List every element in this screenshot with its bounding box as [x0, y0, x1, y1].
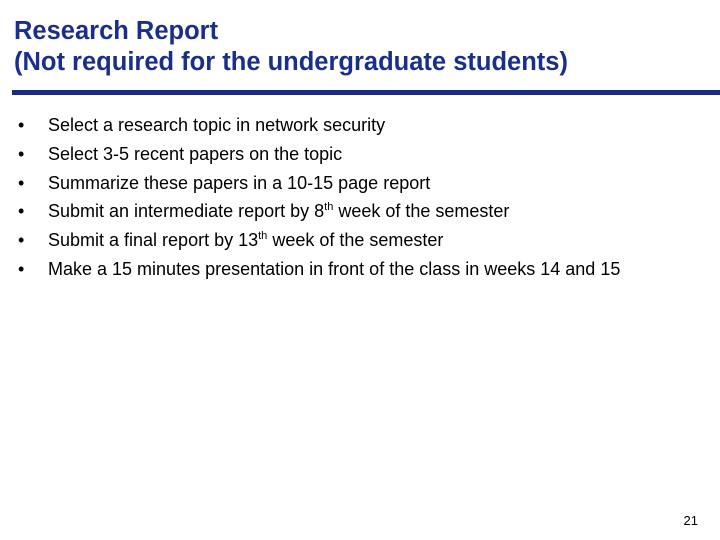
- bullet-text: Summarize these papers in a 10-15 page report: [48, 172, 431, 193]
- bullet-item-final-report: [18, 226, 708, 255]
- bullet-item-summarize: [18, 169, 708, 198]
- title-divider: [12, 90, 720, 95]
- bullet-dot-icon: •: [18, 172, 25, 193]
- bullet-item-papers: [18, 140, 708, 169]
- bullet-dot-icon: •: [18, 143, 25, 164]
- bullet-text-post: week of the semester: [333, 201, 510, 222]
- bullet-item-intermediate-report: [18, 197, 708, 226]
- bullet-text-post: week of the semester: [267, 230, 444, 251]
- bullet-text: Select a research topic in network security: [48, 115, 386, 135]
- bullet-dot-icon: •: [18, 258, 25, 279]
- bullet-text-pre: Submit a final report by 13: [48, 230, 259, 251]
- slide-title-line-2: (Not required for the undergraduate students): [14, 48, 568, 76]
- bullet-dot-icon: •: [18, 201, 25, 222]
- bullet-superscript: th: [258, 230, 268, 243]
- bullet-item-presentation: [18, 255, 708, 284]
- slide-title: [14, 16, 704, 78]
- bullet-superscript: th: [324, 201, 334, 214]
- page-number: 21: [683, 513, 698, 528]
- bullet-dot-icon: •: [18, 230, 25, 251]
- slide-title-line-1: Research Report: [14, 17, 219, 45]
- bullet-text: Make a 15 minutes presentation in front of the class in weeks 14 and 15: [48, 258, 621, 279]
- bullet-text-pre: Submit an intermediate report by 8: [48, 201, 325, 222]
- bullet-list: [18, 111, 708, 284]
- bullet-item-topic: [18, 111, 708, 140]
- bullet-text: Select 3-5 recent papers on the topic: [48, 143, 343, 164]
- bullet-dot-icon: •: [18, 115, 25, 135]
